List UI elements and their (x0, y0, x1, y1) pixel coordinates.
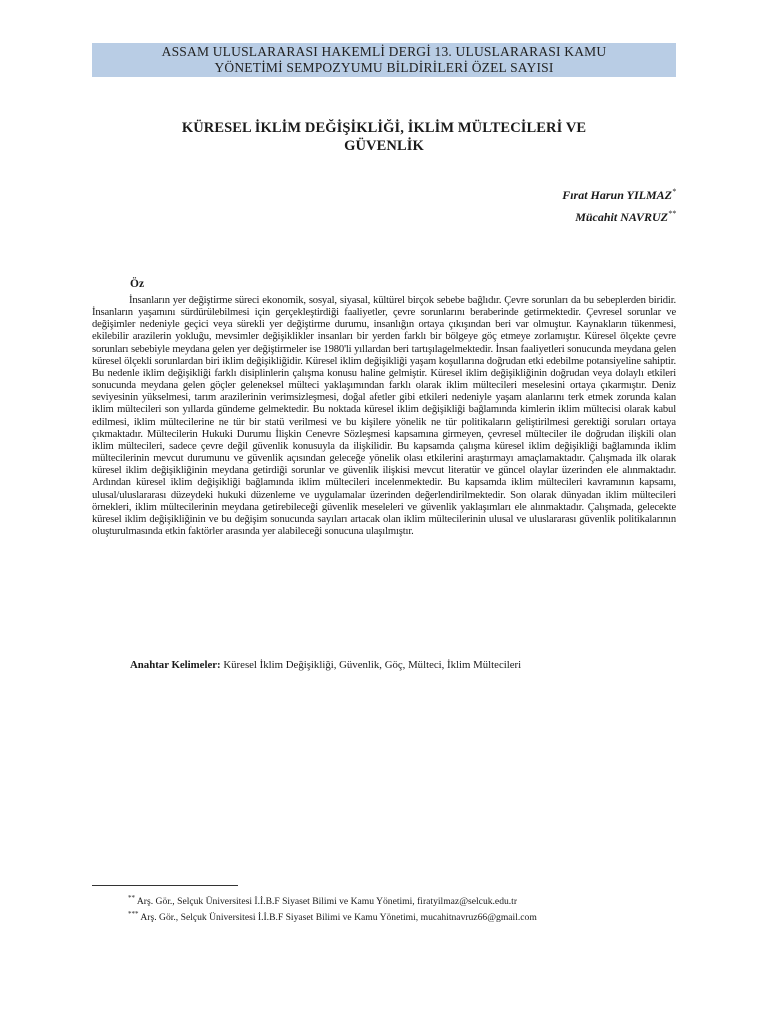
author-1-name: Fırat Harun YILMAZ (562, 188, 672, 202)
footnote-2-mark: *** (128, 910, 139, 918)
abstract-body: İnsanların yer değiştirme süreci ekonomik, sosyal, siyasal, kültürel birçok sebebe bağlıdır. Çevre sorunları da bu sebeplerden biridir. İnsanların yaşamını sürdürülebilmesi için gerçekleştirdiği faaliyetler, çevre sorunlarını beraberinde getirmektedir. Çevresel sorunlar ve değişimler nedeniyle geçici veya sürekli yer değiştirme durumu, insanlığın ortaya çıkışından beri var olmuştur. Kaynakların tükenmesi, ekilebilir arazilerin yokluğu, mevsimler değişiklikler insanları bir yerden farklı bir bölgeye göç etmeye zorlamıştır. Küresel ölçekte çevre sorunları sebebiyle meydana gelen yer değiştirmeler ise 1980'li yıllardan beri tartışılagelmektedir. İnsan faaliyetleri sonucunda meydana gelen küresel ölçekli sorunlardan biri iklim değişikliğidir. Küresel iklim değişikliği yaşam koşullarına doğrudan etki edebilme potansiyeline sahiptir. Bu nedenle iklim değişikliği farklı disiplinlerin çalışma konusu haline gelmiştir. Küresel iklim değişikliğinin doğrudan veya dolaylı etkileri sonucunda meydana gelen göçler geleneksel mülteci yaklaşımından farklı olarak iklim mültecileri meselesini ortaya çıkarmıştır. Deniz seviyesinin yükselmesi, tarım arazilerinin verimsizleşmesi, doğal afetler gibi etkileri nedeniyle yaşam alanlarını terk etmek zorunda kalan iklim mültecileri son yıllarda gündeme gelmektedir. Bu noktada küresel iklim değişikliği bağlamında kimlerin iklim mültecisi olarak kabul edilmesi, iklim mültecilerine ne tür bir statü verilmesi ve bu kişilere yönelik ne tür politikaların geliştirilmesi gerektiği soruları ortaya çıkmaktadır. Mültecilerin Hukuki Durumu İlişkin Cenevre Sözleşmesi kapsamına girmeyen, çevresel mülteciler ile doğrudan ilişkili olan iklim mültecileri, sadece çevre değil güvenlik konusuyla da ilişkilidir. Bu kapsamda çalışma küresel iklim değişikliği bağlamında iklim mültecilerinin mevcut durumunu ve güvenlik açısından geleceğe yönelik olası etkilerini araştırmayı amaçlamaktadır. Çalışmada ilk olarak küresel iklim değişikliğinin meydana getirdiği sorunlar ve güvenlik ilişkisi mevcut literatür ve güncel olaylar üzerinden ele alınmaktadır. Ardından küresel iklim değişikliği bağlamında iklim mültecileri incelenmektedir. Bu kapsamda iklim mültecileri kavramının kapsamı, ulusal/uluslararası düzeydeki hukuki düzenleme ve uygulamalar üzerinden değerlendirilmektedir. Son olarak dünyadan iklim mültecileri örnekleri, iklim mültecilerinin meydana getirebileceği güvenlik meseleleri ve güvenlik yaklaşımları ele alınmaktadır. Çalışmada, gelecekte küresel iklim değişikliğinin ve bu değişim sonucunda sayıları artacak olan iklim mültecilerinin ulusal ve uluslararası güvenlik politikalarının oluşturulmasında etkin faktörler arasında yer alabileceği sonucuna ulaşılmıştır. (92, 295, 676, 537)
footnote-1-text: Arş. Gör., Selçuk Üniversitesi İ.İ.B.F Siyaset Bilimi ve Kamu Yönetimi, firatyilmaz@selcuk.edu.tr (135, 896, 518, 908)
author-2 (575, 209, 676, 225)
journal-header-line-2: YÖNETİMİ SEMPOZYUMU BİLDİRİLERİ ÖZEL SAYISI (214, 60, 554, 75)
footnote-2 (128, 909, 537, 923)
paper-title (120, 119, 648, 155)
footnote-1 (128, 893, 517, 907)
footnote-1-mark: ** (128, 894, 135, 902)
paper-title-line-1: KÜRESEL İKLİM DEĞİŞİKLİĞİ, İKLİM MÜLTECİLERİ VE (181, 120, 587, 136)
footnote-2-text: Arş. Gör., Selçuk Üniversitesi İ.İ.B.F Siyaset Bilimi ve Kamu Yönetimi, mucahitnavruz66@gmail.com (138, 912, 537, 924)
author-1 (562, 187, 676, 203)
keywords (130, 659, 521, 671)
abstract-heading: Öz (130, 278, 145, 290)
author-2-name: Mücahit NAVRUZ (575, 210, 668, 224)
journal-header (92, 43, 676, 77)
journal-header-line-1: ASSAM ULUSLARARASI HAKEMLİ DERGİ 13. ULUSLARARASI KAMU (161, 44, 607, 59)
keywords-label: Anahtar Kelimeler: (130, 659, 221, 671)
footnote-divider (92, 885, 238, 886)
author-2-mark: ** (668, 209, 676, 218)
author-1-mark: * (672, 187, 676, 196)
keywords-text: Küresel İklim Değişikliği, Güvenlik, Göç, Mülteci, İklim Mültecileri (223, 659, 522, 671)
paper-title-line-2: GÜVENLİK (344, 138, 424, 154)
